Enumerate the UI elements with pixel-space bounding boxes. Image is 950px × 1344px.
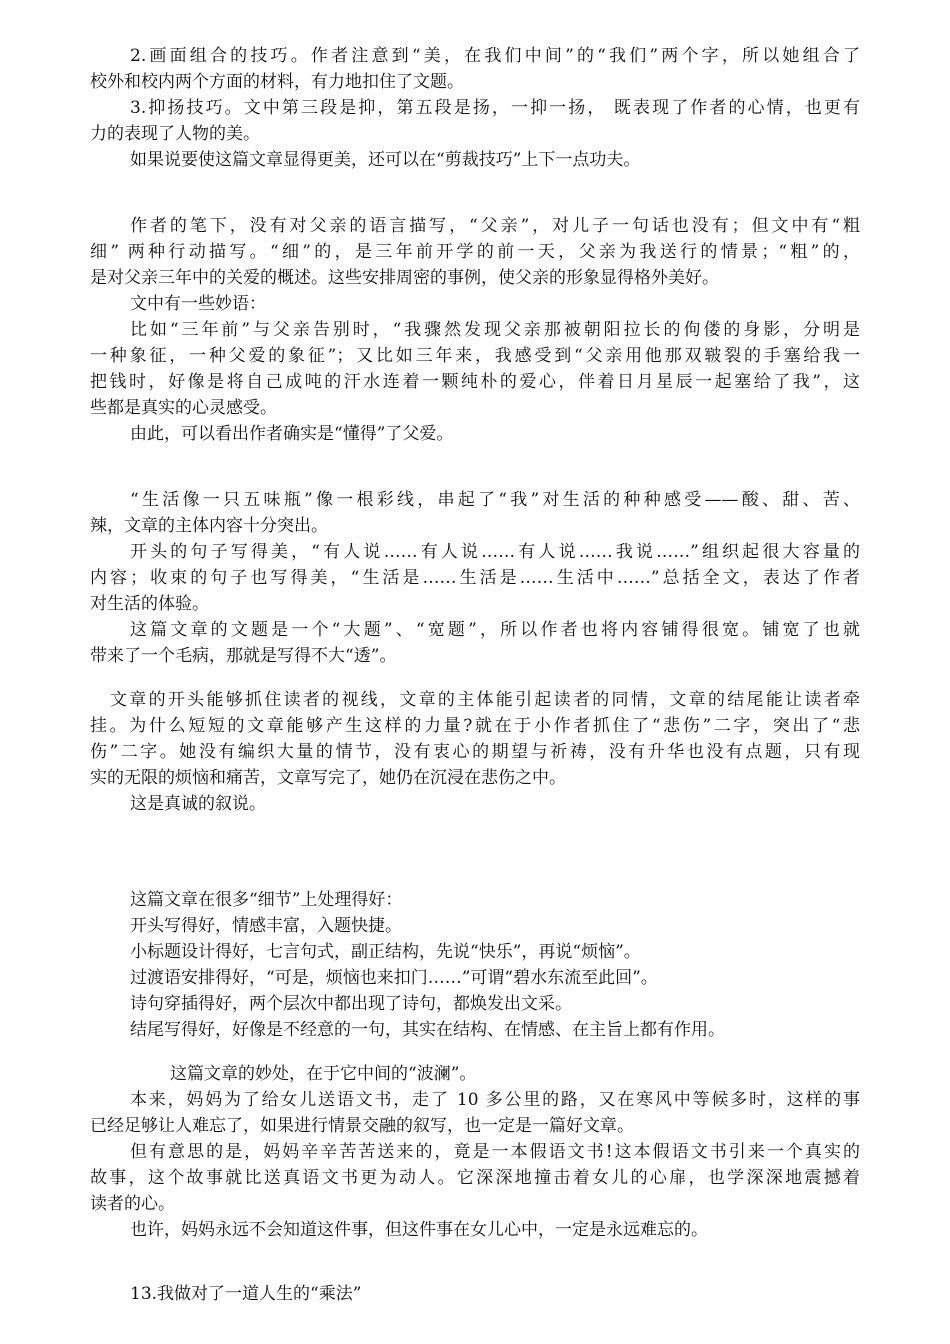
text-line: “生活像一只五味瓶”像一根彩线，串起了“我”对生活的种种感受——酸、甜、苦、 [130, 490, 860, 510]
text-line: 如果说要使这篇文章显得更美，还可以在“剪裁技巧”上下一点功夫。 [130, 150, 641, 170]
text-line: 是对父亲三年中的关爱的概述。这些安排周密的事例，使父亲的形象显得格外美好。 [90, 268, 719, 288]
text-line: 但有意思的是，妈妈辛辛苦苦送来的，竟是一本假语文书!这本假语文书引来一个真实的 [130, 1142, 860, 1162]
text-line: 这是真诚的叙说。 [130, 794, 266, 814]
text-line: 实的无限的烦恼和痛苦，文章写完了，她仍在沉浸在悲伤之中。 [90, 768, 566, 788]
text-line: 校外和校内两个方面的材料，有力地扣住了文题。 [90, 72, 464, 92]
text-line: 辣，文章的主体内容十分突出。 [90, 516, 328, 536]
text-line: 伤”二字。她没有编织大量的情节，没有衷心的期望与祈祷，没有升华也没有点题，只有现 [90, 742, 860, 762]
text-line: 些都是真实的心灵感受。 [90, 398, 277, 418]
text-line: 这篇文章在很多“细节”上处理得好： [130, 890, 403, 910]
text-line: 把钱时，好像是将自己成吨的汗水连着一颗纯朴的爱心，伴着日月星辰一起塞给了我”，这 [90, 372, 860, 392]
text-line: 一种象征，一种父爱的象征”；又比如三年来，我感受到“父亲用他那双皲裂的手塞给我一 [90, 346, 860, 366]
text-line: 2.画面组合的技巧。作者注意到“美，在我们中间”的“我们”两个字，所以她组合了 [130, 46, 860, 66]
text-line: 内容；收束的句子也写得美，“生活是……生活是……生活中……”总括全文，表达了作者 [90, 568, 860, 588]
text-line: 小标题设计得好，七言句式，副正结构，先说“快乐”，再说“烦恼”。 [130, 942, 641, 962]
text-line: 诗句穿插得好，两个层次中都出现了诗句，都焕发出文采。 [130, 994, 572, 1014]
text-line: 作者的笔下，没有对父亲的语言描写，“父亲”，对儿子一句话也没有；但文中有“粗 [130, 216, 860, 236]
text-line: 结尾写得好，好像是不经意的一句，其实在结构、在情感、在主旨上都有作用。 [130, 1020, 725, 1040]
text-line: 文中有一些妙语： [130, 294, 266, 314]
text-line: 这篇文章的妙处，在于它中间的“波澜”。 [170, 1064, 477, 1084]
text-line: 比如“三年前”与父亲告别时，“我骤然发现父亲那被朝阳拉长的佝偻的身影，分明是 [130, 320, 860, 340]
text-line: 过渡语安排得好，“可是，烦恼也来扣门……”可谓“碧水东流至此回”。 [130, 968, 658, 988]
text-line: 由此，可以看出作者确实是“懂得”了父爱。 [130, 424, 454, 444]
text-line: 文章的开头能够抓住读者的视线，文章的主体能引起读者的同情，文章的结尾能让读者牵 [110, 690, 860, 710]
text-line: 也许，妈妈永远不会知道这件事，但这件事在女儿心中，一定是永远难忘的。 [130, 1220, 708, 1240]
text-line: 这篇文章的文题是一个“大题”、“宽题”，所以作者也将内容铺得很宽。铺宽了也就 [130, 620, 860, 640]
text-line: 已经足够让人难忘了，如果进行情景交融的叙写，也一定是一篇好文章。 [90, 1116, 634, 1136]
text-line: 带来了一个毛病，那就是写得不大“透”。 [90, 646, 397, 666]
text-line: 力的表现了人物的美。 [90, 124, 260, 144]
text-line: 细” 两种行动描写。“细”的，是三年前开学的前一天，父亲为我送行的情景；“粗”的， [90, 242, 860, 262]
text-line: 对生活的体验。 [90, 594, 209, 614]
text-line: 开头写得好，情感丰富，入题快捷。 [130, 916, 402, 936]
text-line: 开头的句子写得美，“有人说……有人说……有人说……我说……”组织起很大容量的 [130, 542, 860, 562]
text-line: 故事，这个故事就比送真语文书更为动人。它深深地撞击着女儿的心扉，也学深深地震撼着 [90, 1168, 860, 1188]
text-line: 本来，妈妈为了给女儿送语文书，走了 10 多公里的路，又在寒风中等候多时，这样的事 [130, 1090, 860, 1110]
text-line: 读者的心。 [90, 1194, 175, 1214]
text-line: 3.抑扬技巧。文中第三段是抑，第五段是扬，一抑一扬， 既表现了作者的心情，也更有 [130, 98, 860, 118]
text-line: 挂。为什么短短的文章能够产生这样的力量?就在于小作者抓住了“悲伤”二字，突出了“悲 [90, 716, 860, 736]
heading-line: 13.我做对了一道人生的“乘法” [130, 1284, 362, 1304]
